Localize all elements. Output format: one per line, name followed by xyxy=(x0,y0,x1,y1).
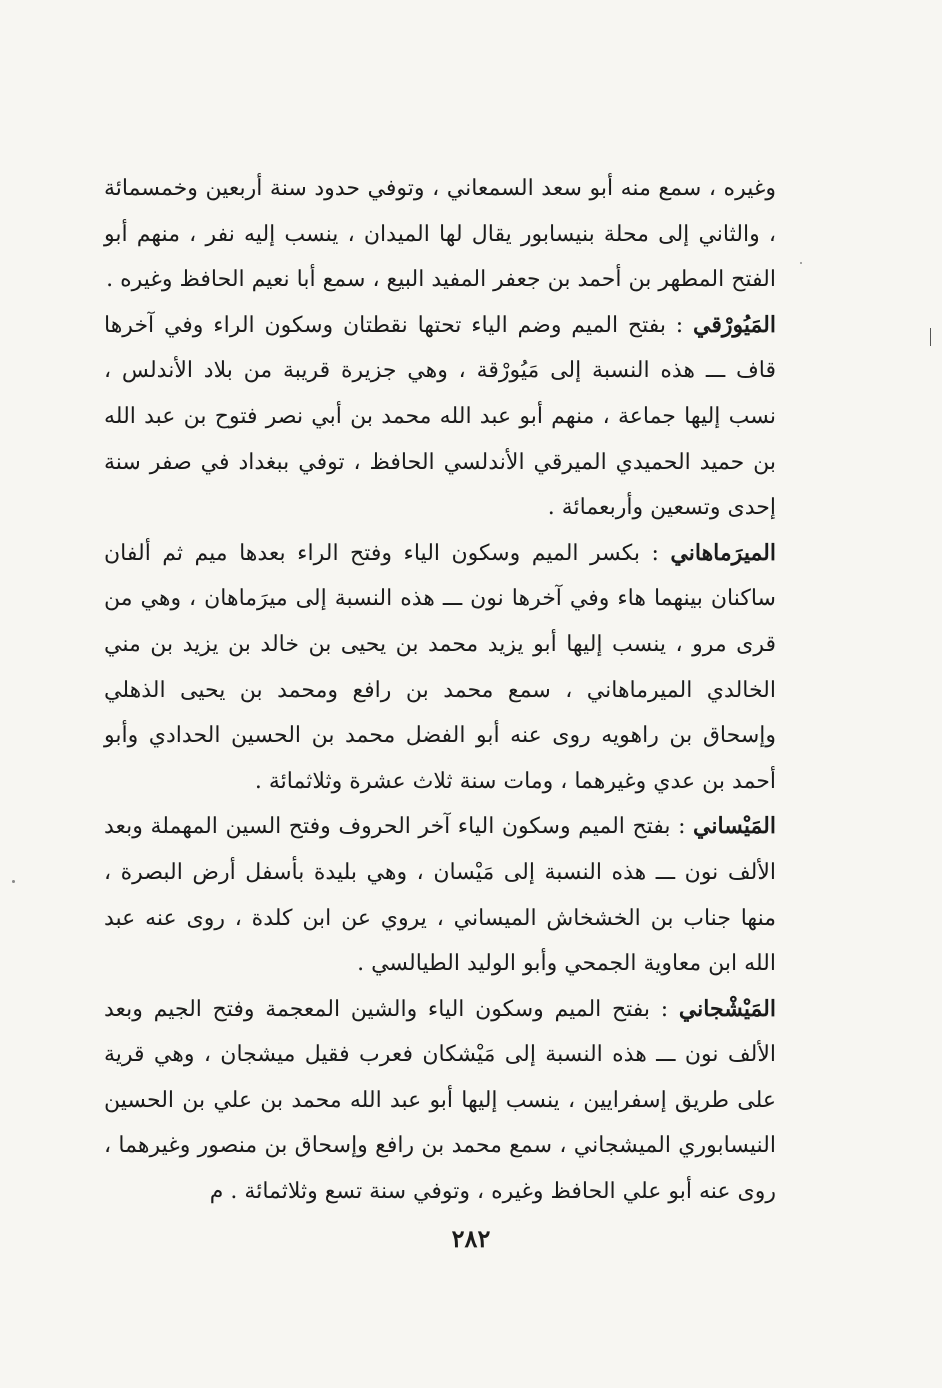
entry-headword: المَيُورْقي xyxy=(692,311,776,338)
entry-text: : بكسر الميم وسكون الياء وفتح الراء بعدها ميم ثم ألفان ساكنان بينهما هاء وفي آخرها نون ـــ هذه النسبة إلى ميرَماهان ، وهي من قرى مرو ، ينسب إليها أبو يزيد محمد بن يحيى بن خالد بن يزيد بن مني الخالدي الميرماهاني ، سمع محمد بن رافع ومحمد بن يحيى الذهلي وإسحاق بن راهويه روى عنه أبو الفضل محمد بن الحسين الحدادي وأبو أحمد بن عدي وغيرهما ، ومات سنة ثلاث عشرة وثلاثمائة . xyxy=(104,540,776,794)
entry-headword: الميرَماهاني xyxy=(670,539,776,566)
entry-text: : بفتح الميم وسكون الياء آخر الحروف وفتح السين المهملة وبعد الألف نون ـــ هذه النسبة إلى مَيْسان ، وهي بليدة بأسفل أرض البصرة ، منها جناب بن الخشخاش الميساني ، يروي عن ابن كلدة ، روى عنه عبد الله ابن معاوية الجمحي وأبو الوليد الطيالسي . xyxy=(104,814,776,977)
page-number: ٢٨٢ xyxy=(451,1224,491,1253)
entry-mayurqi xyxy=(104,303,776,531)
paragraph-continuation xyxy=(104,166,776,303)
entry-mayshjani xyxy=(104,987,776,1215)
paper-speck xyxy=(800,262,802,264)
margin-mark xyxy=(930,328,931,346)
entry-text: : بفتح الميم وضم الياء تحتها نقطتان وسكون الراء وفي آخرها قاف ـــ هذه النسبة إلى مَيُورْقة ، وهي جزيرة قريبة من بلاد الأندلس ، نسب إليها جماعة ، منهم أبو عبد الله محمد بن أبي نصر فتوح بن عبد الله بن حميد الحميدي الميرقي الأندلسي الحافظ ، توفي ببغداد في صفر سنة إحدى وتسعين وأربعمائة . xyxy=(104,312,776,521)
paper-speck xyxy=(12,880,15,883)
paragraph-text: وغيره ، سمع منه أبو سعد السمعاني ، وتوفي حدود سنة أربعين وخمسمائة ، والثاني إلى محلة بنيسابور يقال لها الميدان ، ينسب إليه نفر ، منهم أبو الفتح المطهر بن أحمد بن جعفر المفيد البيع ، سمع أبا نعيم الحافظ وغيره . xyxy=(104,176,776,293)
entry-text: : بفتح الميم وسكون الياء والشين المعجمة وفتح الجيم وبعد الألف نون ـــ هذه النسبة إلى مَيْشكان فعرب فقيل ميشجان ، وهي قرية على طريق إسفرايين ، ينسب إليها أبو عبد الله محمد بن علي بن الحسين النيسابوري الميشجاني ، سمع محمد بن رافع وإسحاق بن منصور وغيرهما ، روى عنه أبو علي الحافظ وغيره ، وتوفي سنة تسع وثلاثمائة . م xyxy=(104,996,776,1205)
entry-mirmahani xyxy=(104,531,776,805)
text-body xyxy=(104,166,776,1215)
entry-headword: المَيْساني xyxy=(693,813,776,840)
entry-maysani xyxy=(104,804,776,986)
entry-headword: المَيْشْجاني xyxy=(678,995,776,1022)
